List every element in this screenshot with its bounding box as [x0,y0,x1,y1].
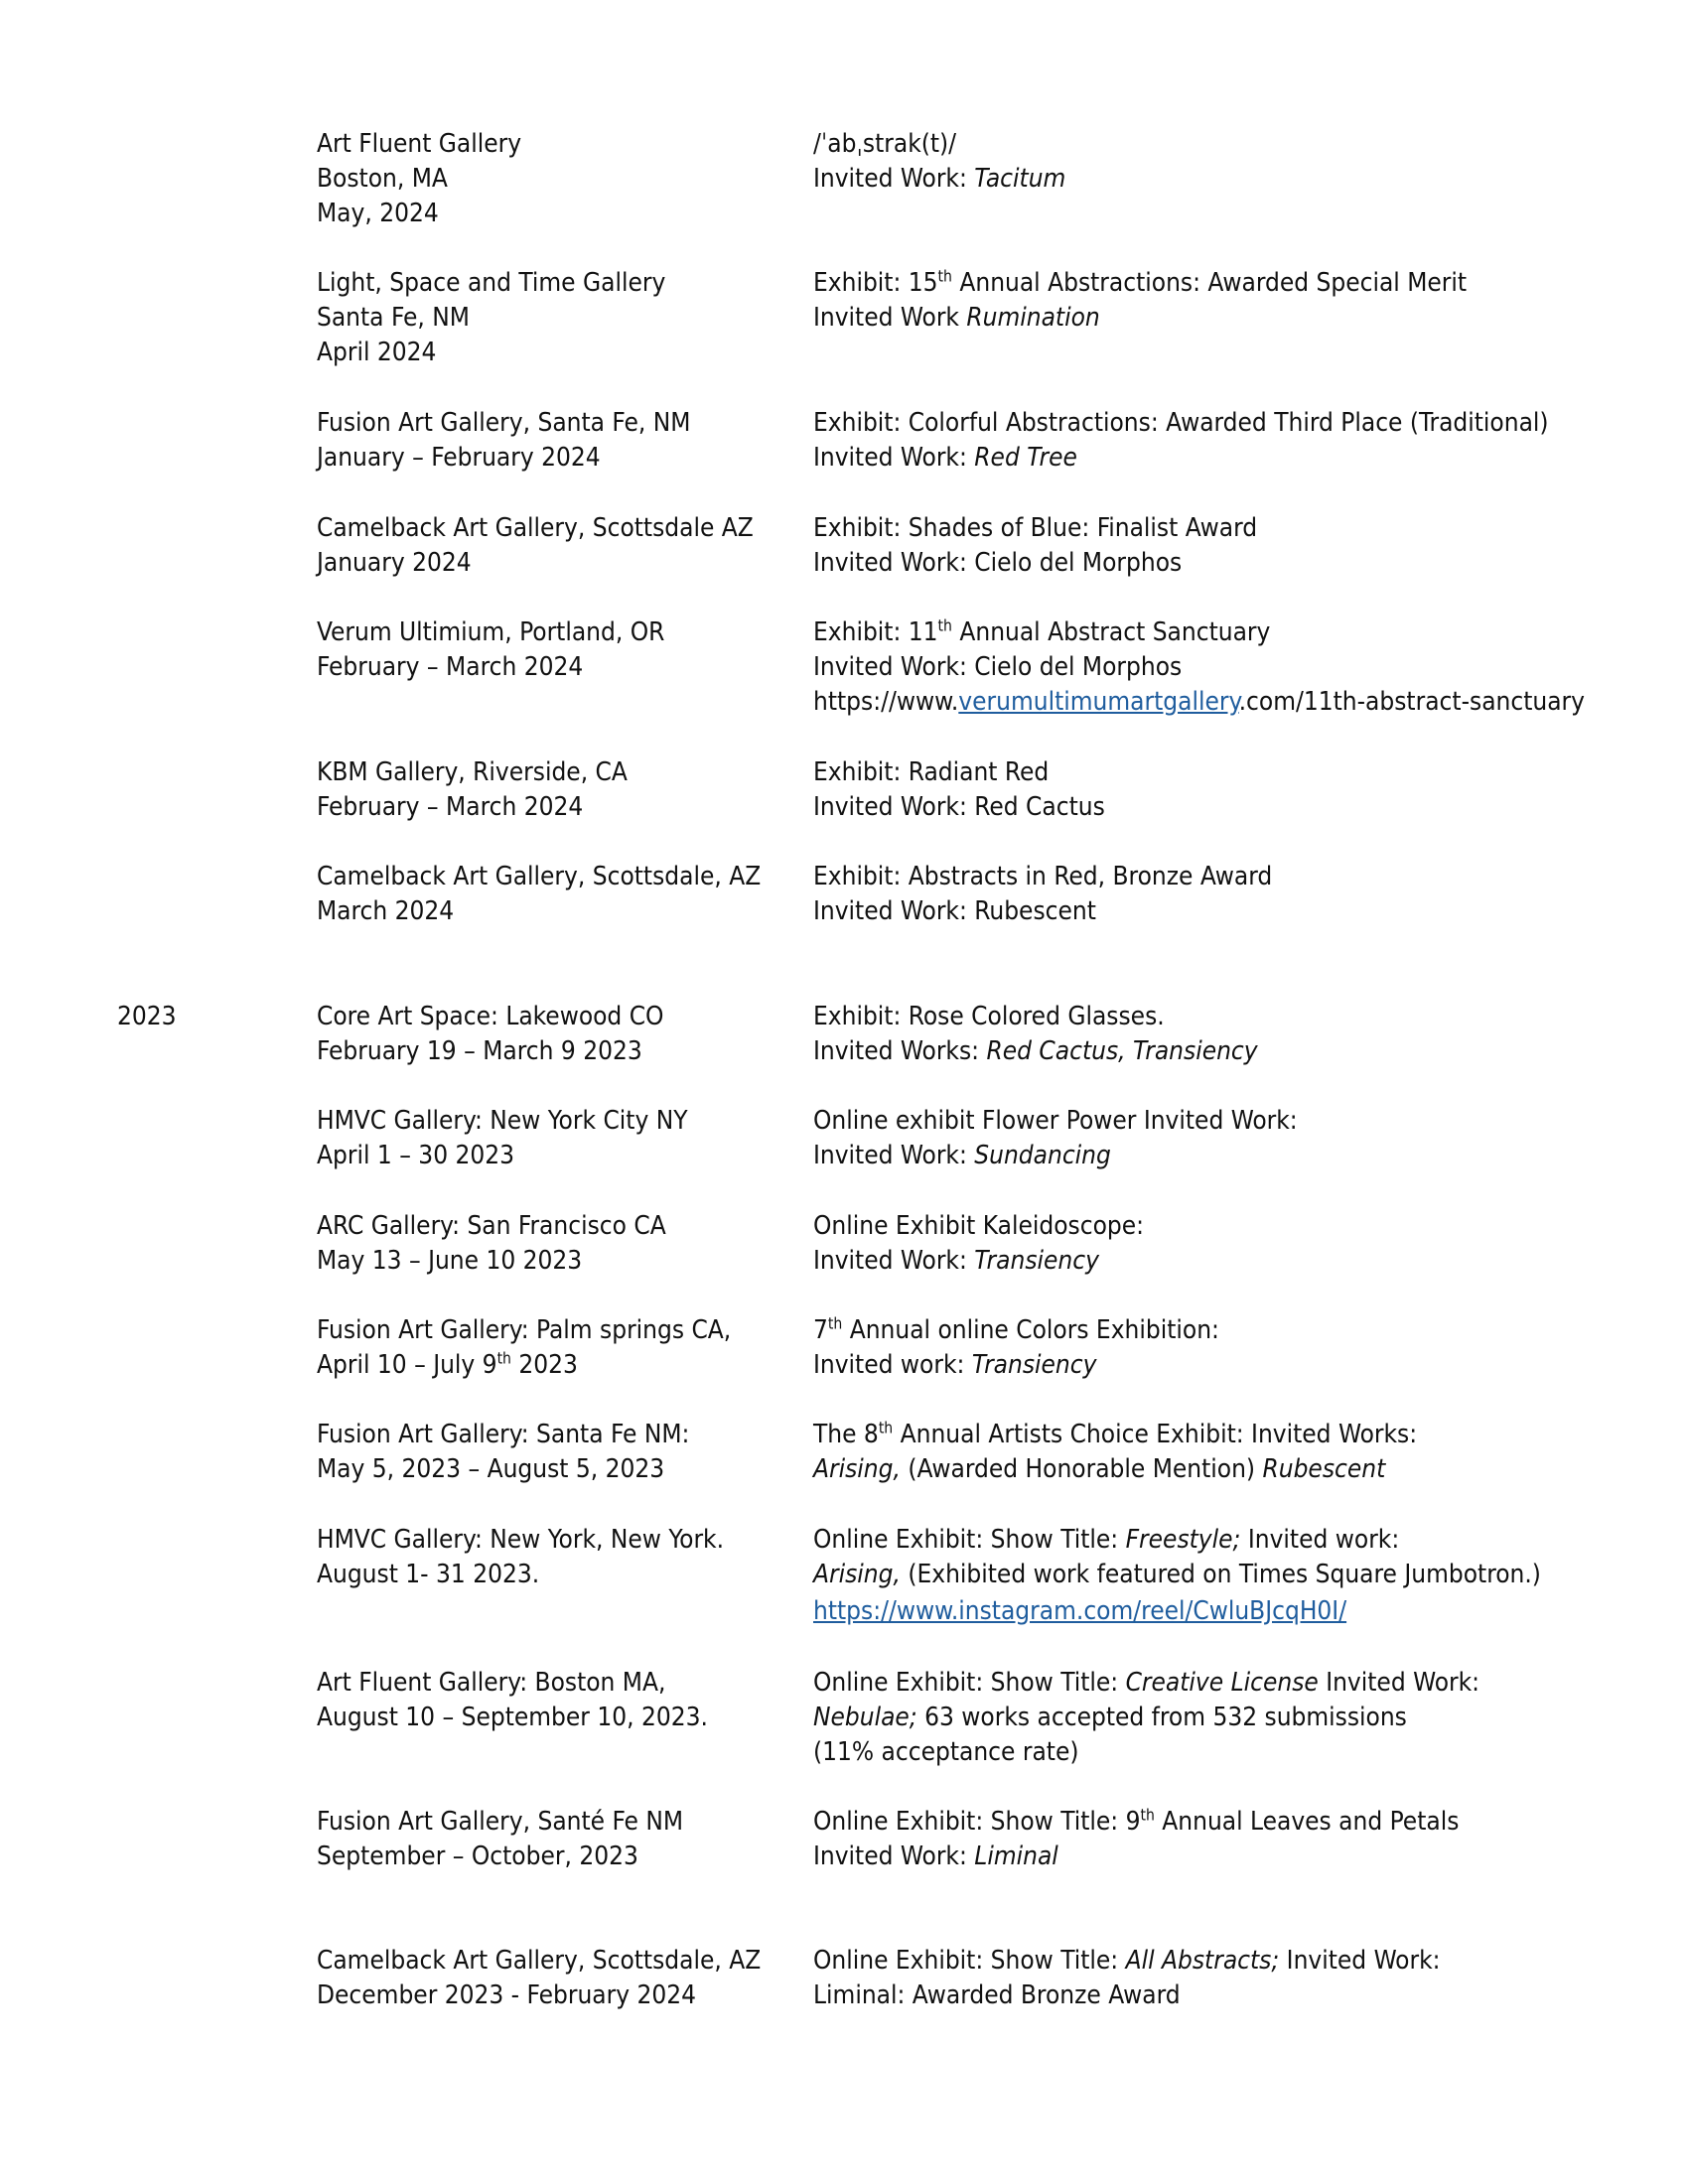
exhibit-title: The 8th Annual Artists Choice Exhibit: Invited Works: [813,1419,1418,1449]
venue-name: Verum Ultimium, Portland, OR [317,617,665,647]
work-title: Red Tree [974,443,1077,473]
venue-info [317,615,783,685]
venue-date: February – March 2024 [317,792,584,822]
exhibit-info [813,1418,1667,1487]
exhibit-title: Online Exhibit: Show Title: Freestyle; Invited work: [813,1525,1400,1555]
work-title: Liminal [974,1842,1058,1871]
invited-work: Invited Work: Liminal [813,1842,1058,1871]
work-title: Rubescent [1262,1454,1386,1484]
exhibit-info [813,1666,1667,1770]
work-title: Arising, [813,1560,901,1589]
venue-date: May, 2024 [317,199,439,228]
exhibit-info [813,266,1667,336]
exhibit-info [813,1104,1667,1173]
venue-date: May 5, 2023 – August 5, 2023 [317,1454,665,1484]
venue-name: Fusion Art Gallery, Santé Fe NM [317,1807,684,1837]
venue-date: December 2023 - February 2024 [317,1980,697,2010]
venue-info [317,1944,783,2013]
venue-info [317,266,783,370]
work-title: Sundancing [974,1141,1111,1170]
venue-info [317,511,783,581]
work-title: Red Cactus, Transiency [986,1036,1258,1066]
year-label: 2023 [117,1002,177,1031]
venue-location: Santa Fe, NM [317,303,470,333]
exhibit-url: https://www.verumultimumartgallery.com/11th-abstract-sanctuary [813,687,1585,717]
venue-name: Core Art Space: Lakewood CO [317,1002,664,1031]
venue-info [317,1805,783,1874]
invited-work: Liminal: Awarded Bronze Award [813,1980,1181,2010]
venue-date: May 13 – June 10 2023 [317,1246,583,1276]
invited-work: Arising, (Exhibited work featured on Times Square Jumbotron.) [813,1560,1541,1589]
exhibit-info [813,511,1667,581]
invited-work: Invited Work Rumination [813,303,1100,333]
work-title: Transiency [971,1350,1097,1380]
instagram-link[interactable]: https://www.instagram.com/reel/CwluBJcqH0I/ [813,1596,1347,1626]
exhibit-title: Online Exhibit: Show Title: Creative License Invited Work: [813,1668,1480,1698]
exhibit-info [813,615,1667,720]
invited-work: Invited Work: Cielo del Morphos [813,548,1183,578]
venue-name: Fusion Art Gallery: Palm springs CA, [317,1315,732,1345]
gallery-link[interactable]: verumultimumartgallery [958,687,1239,717]
venue-name: Fusion Art Gallery, Santa Fe, NM [317,408,691,438]
exhibit-title: Online Exhibit Kaleidoscope: [813,1211,1145,1241]
exhibit-title: Exhibit: 11th Annual Abstract Sanctuary [813,616,1271,647]
exhibit-title: Exhibit: Radiant Red [813,757,1050,787]
work-title: Rumination [966,303,1100,333]
venue-info [317,1313,783,1383]
exhibit-info [813,1523,1667,1629]
venue-name: Camelback Art Gallery, Scottsdale, AZ [317,862,762,891]
venue-info [317,1523,783,1592]
venue-name: HMVC Gallery: New York, New York. [317,1525,725,1555]
venue-info [317,860,783,929]
exhibit-info [813,1000,1667,1069]
invited-work: Arising, (Awarded Honorable Mention) Rubescent [813,1454,1386,1484]
work-title: Transiency [974,1246,1099,1276]
exhibit-info [813,1944,1667,2013]
exhibit-title: Exhibit: 15th Annual Abstractions: Awarded Special Merit [813,267,1468,298]
venue-name: Camelback Art Gallery, Scottsdale, AZ [317,1946,762,1976]
exhibit-title: Exhibit: Abstracts in Red, Bronze Award [813,862,1273,891]
invited-work: Invited Work: Rubescent [813,896,1096,926]
venue-date: April 2024 [317,338,437,367]
venue-name: HMVC Gallery: New York City NY [317,1106,688,1136]
venue-info [317,127,783,231]
venue-date: August 10 – September 10, 2023. [317,1703,708,1732]
venue-name: Art Fluent Gallery [317,129,522,159]
exhibit-title: Online Exhibit: Show Title: 9th Annual Leaves and Petals [813,1806,1460,1837]
exhibit-info [813,406,1667,476]
exhibit-info [813,1805,1667,1874]
exhibit-info [813,127,1667,197]
venue-date: February – March 2024 [317,652,584,682]
venue-date: February 19 – March 9 2023 [317,1036,642,1066]
invited-work: Invited Work: Red Cactus [813,792,1105,822]
venue-name: ARC Gallery: San Francisco CA [317,1211,666,1241]
work-title: Nebulae; [813,1703,917,1732]
venue-date: March 2024 [317,896,455,926]
exhibit-title: Exhibit: Colorful Abstractions: Awarded Third Place (Traditional) [813,408,1549,438]
venue-location: Boston, MA [317,164,448,194]
exhibit-title: Exhibit: Rose Colored Glasses. [813,1002,1165,1031]
venue-name: Camelback Art Gallery, Scottsdale AZ [317,513,754,543]
venue-name: Art Fluent Gallery: Boston MA, [317,1668,666,1698]
work-title: Arising, [813,1454,901,1484]
venue-date: January 2024 [317,548,472,578]
invited-work: Nebulae; 63 works accepted from 532 submissions [813,1703,1407,1732]
venue-info [317,1209,783,1279]
venue-date: April 1 – 30 2023 [317,1141,515,1170]
venue-info [317,1000,783,1069]
invited-work: Invited Work: Cielo del Morphos [813,652,1183,682]
venue-info [317,406,783,476]
venue-info [317,1104,783,1173]
acceptance-rate: (11% acceptance rate) [813,1737,1079,1767]
venue-name: Fusion Art Gallery: Santa Fe NM: [317,1420,690,1449]
venue-date: September – October, 2023 [317,1842,638,1871]
exhibit-info [813,1313,1667,1383]
exhibit-title: Exhibit: Shades of Blue: Finalist Award [813,513,1258,543]
invited-work: Invited Work: Tacitum [813,164,1066,194]
venue-info [317,1666,783,1735]
venue-name: Light, Space and Time Gallery [317,268,666,298]
exhibit-title: Online Exhibit: Show Title: All Abstracts; Invited Work: [813,1946,1441,1976]
venue-name: KBM Gallery, Riverside, CA [317,757,628,787]
invited-work: Invited Work: Red Tree [813,443,1077,473]
exhibit-title: 7th Annual online Colors Exhibition: [813,1314,1219,1345]
venue-info [317,755,783,825]
invited-work: Invited work: Transiency [813,1350,1097,1380]
exhibit-info [813,1209,1667,1279]
venue-date: January – February 2024 [317,443,601,473]
venue-date: April 10 – July 9th 2023 [317,1349,578,1380]
venue-info [317,1418,783,1487]
exhibit-info [813,755,1667,825]
exhibit-info [813,860,1667,929]
venue-date: August 1- 31 2023. [317,1560,540,1589]
exhibit-title: /ˈabˌstrak(t)/ [813,129,957,159]
invited-work: Invited Work: Transiency [813,1246,1099,1276]
work-title: Tacitum [974,164,1066,194]
invited-work: Invited Work: Sundancing [813,1141,1111,1170]
invited-work: Invited Works: Red Cactus, Transiency [813,1036,1258,1066]
exhibit-title: Online exhibit Flower Power Invited Work: [813,1106,1298,1136]
